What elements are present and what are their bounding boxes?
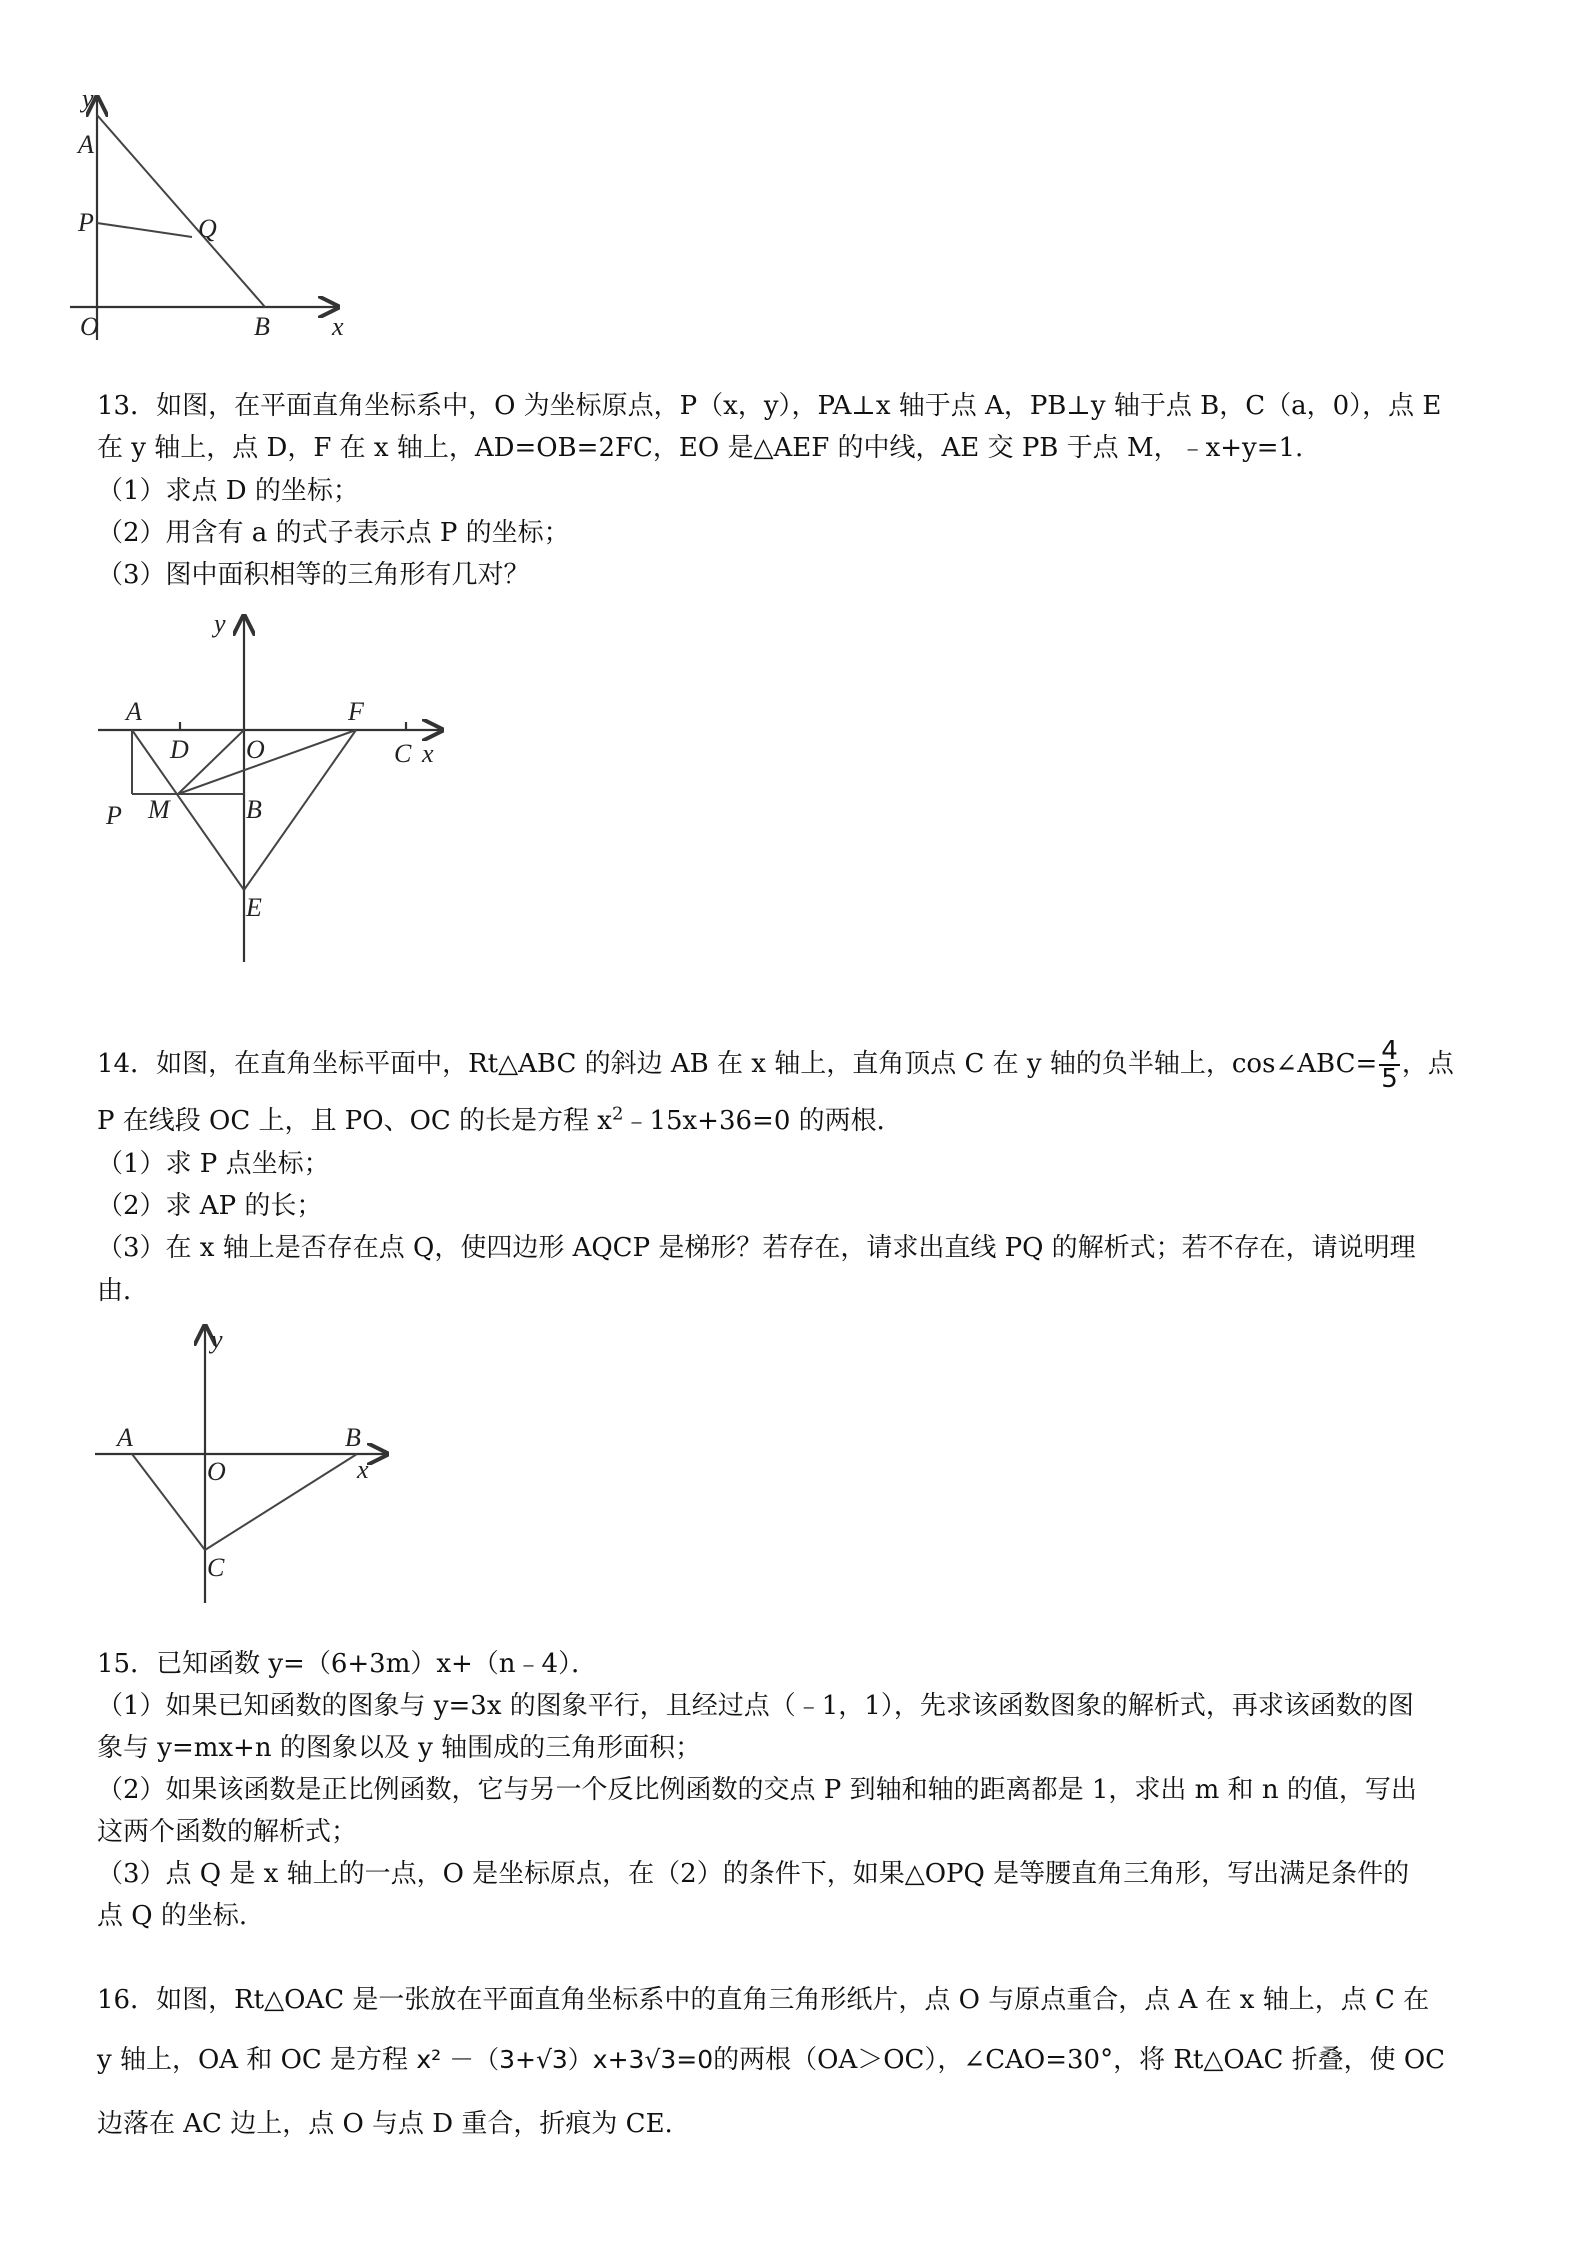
q14-part3b: 由． <box>97 1276 150 1306</box>
fraction-denominator: 5 <box>1381 1064 1398 1094</box>
label-x: x <box>332 312 344 341</box>
q15-line1: 15．已知函数 y=（6+3m）x+（n﹣4）． <box>97 1649 598 1679</box>
label-f: F <box>348 697 364 726</box>
q16-line1: 16．如图，Rt△OAC 是一张放在平面直角坐标系中的直角三角形纸片，点 O 与原点重合，点 A 在 x 轴上，点 C 在 <box>97 1985 1430 2015</box>
q13-part3: （3）图中面积相等的三角形有几对？ <box>97 560 530 590</box>
label-c: C <box>207 1553 225 1582</box>
figure-q12 <box>70 85 510 355</box>
q15-part1a: （1）如果已知函数的图象与 y=3x 的图象平行，且经过点（﹣1，1），先求该函数图象的解析式，再求该函数的图 <box>97 1691 1414 1721</box>
label-o: O <box>246 735 265 764</box>
q13-line1: 13．如图，在平面直角坐标系中，O 为坐标原点，P（x，y），PA⊥x 轴于点 A，PB⊥y 轴于点 B，C（a，0），点 E <box>97 391 1442 421</box>
label-m: M <box>148 795 170 824</box>
q16-line3: 边落在 AC 边上，点 O 与点 D 重合，折痕为 CE. <box>97 2109 673 2139</box>
label-b: B <box>246 795 262 824</box>
q13-part2: （2）用含有 a 的式子表示点 P 的坐标； <box>97 518 570 548</box>
q16-line2-a: y 轴上，OA 和 OC 是方程 <box>97 2045 409 2075</box>
q15-part2b: 这两个函数的解析式； <box>97 1817 358 1847</box>
q13-line2: 在 y 轴上，点 D，F 在 x 轴上，AD=OB=2FC，EO 是△AEF 的中线，AE 交 PB 于点 M，﹣x+y=1. <box>97 433 1304 463</box>
q13-part1: （1）求点 D 的坐标； <box>97 476 359 506</box>
label-b: B <box>254 312 270 341</box>
label-y: y <box>214 609 226 638</box>
q14-line2-b: ﹣15x+36=0 的两根． <box>623 1106 903 1136</box>
q14-line1 <box>97 1038 1454 1092</box>
label-p: P <box>106 801 122 830</box>
figure-q14 <box>95 1318 405 1608</box>
q14-part3a: （3）在 x 轴上是否存在点 Q，使四边形 AQCP 是梯形？若存在，请求出直线 PQ 的解析式；若不存在，请说明理 <box>97 1233 1416 1263</box>
label-q: Q <box>198 214 217 243</box>
q14-part2: （2）求 AP 的长； <box>97 1191 323 1221</box>
figure-q13 <box>90 602 470 967</box>
segment-mf <box>178 730 356 794</box>
q14-exponent: 2 <box>611 1103 624 1125</box>
label-p: P <box>78 208 94 237</box>
label-x: x <box>422 739 434 768</box>
label-y: y <box>211 1325 223 1354</box>
label-a: A <box>78 130 94 159</box>
segment-pq <box>97 223 192 237</box>
q16-line2 <box>97 2044 1445 2076</box>
fraction-4-5 <box>1379 1038 1400 1092</box>
label-y: y <box>82 85 94 113</box>
q15-part2a: （2）如果该函数是正比例函数，它与另一个反比例函数的交点 P 到轴和轴的距离都是 1，求出 m 和 n 的值，写出 <box>97 1775 1417 1805</box>
q16-line2-b: 的两根（OA＞OC），∠CAO=30°，将 Rt△OAC 折叠，使 OC <box>713 2045 1446 2075</box>
q14-line2 <box>97 1105 903 1137</box>
q14-line1-b: ，点 <box>1401 1049 1454 1079</box>
segment-bc <box>205 1454 357 1550</box>
segment-ab <box>97 115 265 307</box>
q15-part3b: 点 Q 的坐标. <box>97 1901 248 1931</box>
q14-part1: （1）求 P 点坐标； <box>97 1149 330 1179</box>
label-x: x <box>357 1455 369 1484</box>
q15-part3a: （3）点 Q 是 x 轴上的一点，O 是坐标原点，在（2）的条件下，如果△OPQ 是等腰直角三角形，写出满足条件的 <box>97 1859 1410 1889</box>
label-o: O <box>207 1457 226 1486</box>
q14-line2-a: P 在线段 OC 上，且 PO、OC 的长是方程 x <box>97 1106 612 1136</box>
label-b: B <box>345 1423 361 1452</box>
q16-equation: x² －（3+√3）x+3√3=0 <box>416 2045 714 2074</box>
label-a: A <box>126 697 142 726</box>
q14-line1-a: 14．如图，在直角坐标平面中，Rt△ABC 的斜边 AB 在 x 轴上，直角顶点 C 在 y 轴的负半轴上，cos∠ABC= <box>97 1049 1378 1079</box>
label-e: E <box>246 893 262 922</box>
fraction-numerator: 4 <box>1381 1036 1398 1066</box>
segment-ac <box>132 1454 205 1550</box>
label-c: C <box>394 739 412 768</box>
label-a: A <box>117 1423 133 1452</box>
label-d: D <box>170 735 189 764</box>
label-o: O <box>80 312 99 341</box>
q15-part1b: 象与 y=mx+n 的图象以及 y 轴围成的三角形面积； <box>97 1733 702 1763</box>
